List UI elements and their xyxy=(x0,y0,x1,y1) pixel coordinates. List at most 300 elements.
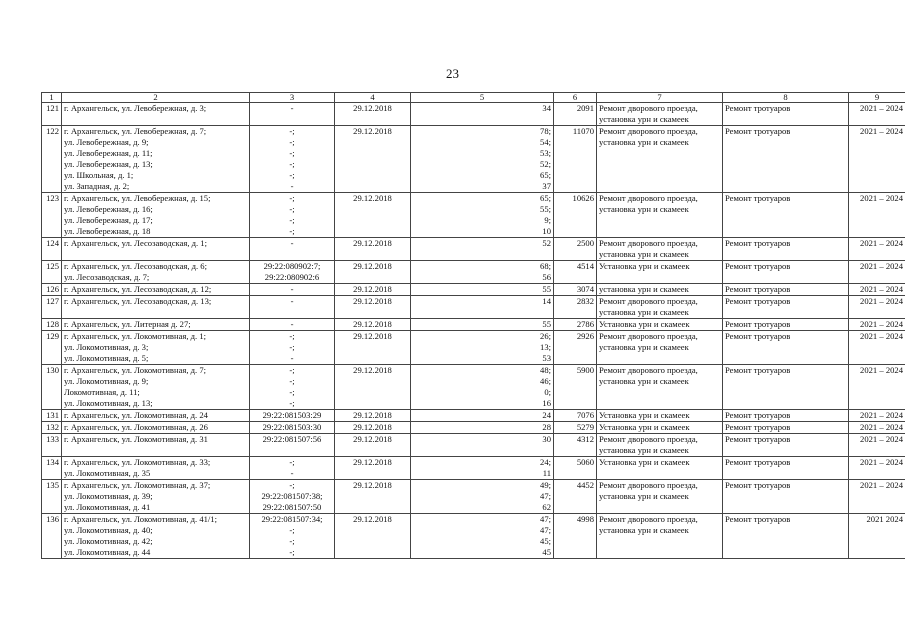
works-cell-line: Ремонт дворового проезда, xyxy=(599,365,698,375)
count-cell xyxy=(411,514,554,559)
period-cell: 2021 – 2024 xyxy=(849,410,905,422)
count-cell xyxy=(411,457,554,480)
count-cell-line: 53; xyxy=(540,148,551,158)
address-cell-line: г. Архангельск, ул. Левобережная, д. 7; xyxy=(64,126,207,136)
date-cell: 29.12.2018 xyxy=(335,480,411,514)
additional-works-cell: Ремонт тротуаров xyxy=(723,434,849,457)
area-cell: 5900 xyxy=(554,365,597,410)
cadastral-number-cell xyxy=(250,410,335,422)
works-cell-line: Ремонт дворового проезда, xyxy=(599,193,698,203)
address-cell-line: г. Архангельск, ул. Локомотивная, д. 7; xyxy=(64,365,207,375)
count-cell xyxy=(411,193,554,238)
works-cell-line: установка урн и скамеек xyxy=(599,204,689,214)
works-cell-line: установка урн и скамеек xyxy=(599,376,689,386)
period-cell: 2021 – 2024 xyxy=(849,480,905,514)
area-cell: 4514 xyxy=(554,261,597,284)
count-cell-line: 46; xyxy=(540,376,551,386)
address-cell-line: г. Архангельск, ул. Лесозаводская, д. 1; xyxy=(64,238,207,248)
address-cell xyxy=(62,410,250,422)
count-cell xyxy=(411,261,554,284)
table-row xyxy=(42,319,905,331)
cadastral-number-cell xyxy=(250,480,335,514)
additional-works-cell: Ремонт тротуаров xyxy=(723,331,849,365)
address-cell-line: ул. Западная, д. 2; xyxy=(64,181,130,191)
additional-works-cell: Ремонт тротуаров xyxy=(723,103,849,126)
cadastral-number-cell-line: -; xyxy=(289,387,295,397)
date-cell: 29.12.2018 xyxy=(335,434,411,457)
additional-works-cell: Ремонт тротуаров xyxy=(723,410,849,422)
table-row xyxy=(42,434,905,457)
count-cell-line: 49; xyxy=(540,480,551,490)
count-cell-line: 24; xyxy=(540,457,551,467)
cadastral-number-cell-line: 29:22:081503:30 xyxy=(262,422,322,432)
cadastral-number-cell-line: -; xyxy=(289,398,295,408)
works-cell xyxy=(597,331,723,365)
cadastral-number-cell xyxy=(250,103,335,126)
address-cell-line: ул. Левобережная, д. 9; xyxy=(64,137,149,147)
works-cell-line: Ремонт дворового проезда, xyxy=(599,296,698,306)
additional-works-cell: Ремонт тротуаров xyxy=(723,238,849,261)
count-cell xyxy=(411,284,554,296)
cadastral-number-cell-line: - xyxy=(290,103,294,113)
works-cell-line: установка урн и скамеек xyxy=(599,284,689,294)
cadastral-number-cell-line: - xyxy=(290,468,294,478)
cadastral-number-cell-line: 29:22:081507:50 xyxy=(262,502,322,512)
works-cell-line: установка урн и скамеек xyxy=(599,249,689,259)
cadastral-number-cell-line: - xyxy=(290,353,294,363)
period-cell: 2021 – 2024 xyxy=(849,331,905,365)
additional-works-cell: Ремонт тротуаров xyxy=(723,365,849,410)
row-number: 123 xyxy=(42,193,62,238)
count-cell-line: 14 xyxy=(542,296,551,306)
works-cell xyxy=(597,103,723,126)
works-cell xyxy=(597,457,723,480)
count-cell-line: 53 xyxy=(542,353,551,363)
address-cell-line: ул. Школьная, д. 1; xyxy=(64,170,134,180)
count-cell-line: 13; xyxy=(540,342,551,352)
address-cell-line: г. Архангельск, ул. Локомотивная, д. 37; xyxy=(64,480,211,490)
cadastral-number-cell xyxy=(250,296,335,319)
works-cell xyxy=(597,434,723,457)
works-cell-line: установка урн и скамеек xyxy=(599,342,689,352)
additional-works-cell: Ремонт тротуаров xyxy=(723,261,849,284)
page-number: 23 xyxy=(446,66,459,81)
works-cell-line: установка урн и скамеек xyxy=(599,307,689,317)
row-number: 127 xyxy=(42,296,62,319)
works-cell-line: установка урн и скамеек xyxy=(599,114,689,124)
cadastral-number-cell xyxy=(250,319,335,331)
address-cell-line: ул. Локомотивная, д. 40; xyxy=(64,525,153,535)
period-cell: 2021 – 2024 xyxy=(849,434,905,457)
area-cell: 10626 xyxy=(554,193,597,238)
row-number: 134 xyxy=(42,457,62,480)
address-cell-line: ул. Левобережная, д. 18 xyxy=(64,226,151,236)
address-cell xyxy=(62,331,250,365)
address-cell xyxy=(62,365,250,410)
address-cell xyxy=(62,514,250,559)
cadastral-number-cell xyxy=(250,434,335,457)
address-cell-line: г. Архангельск, ул. Лесозаводская, д. 13; xyxy=(64,296,212,306)
works-cell-line: Ремонт дворового проезда, xyxy=(599,103,698,113)
table-row xyxy=(42,410,905,422)
count-cell-line: 11 xyxy=(542,468,551,478)
header-row xyxy=(42,93,905,103)
count-cell-line: 9; xyxy=(544,215,551,225)
count-cell-line: 52 xyxy=(542,238,551,248)
column-header: 8 xyxy=(723,93,849,103)
count-cell xyxy=(411,238,554,261)
area-cell: 7076 xyxy=(554,410,597,422)
count-cell-line: 47; xyxy=(540,491,551,501)
cadastral-number-cell-line: - xyxy=(290,238,294,248)
works-cell xyxy=(597,296,723,319)
works-cell xyxy=(597,365,723,410)
column-header: 2 xyxy=(62,93,250,103)
date-cell: 29.12.2018 xyxy=(335,365,411,410)
count-cell-line: 0; xyxy=(544,387,551,397)
works-cell-line: Установка урн и скамеек xyxy=(599,319,690,329)
works-cell-line: Ремонт дворового проезда, xyxy=(599,434,698,444)
data-table xyxy=(41,92,905,559)
additional-works-cell: Ремонт тротуаров xyxy=(723,422,849,434)
additional-works-cell: Ремонт тротуаров xyxy=(723,193,849,238)
address-cell-line: ул. Локомотивная, д. 13; xyxy=(64,398,153,408)
area-cell: 11070 xyxy=(554,126,597,193)
period-cell: 2021 – 2024 xyxy=(849,457,905,480)
works-cell-line: установка урн и скамеек xyxy=(599,491,689,501)
address-cell xyxy=(62,261,250,284)
cadastral-number-cell-line: -; xyxy=(289,536,295,546)
count-cell-line: 24 xyxy=(542,410,551,420)
cadastral-number-cell-line: -; xyxy=(289,215,295,225)
area-cell: 3074 xyxy=(554,284,597,296)
period-cell: 2021 – 2024 xyxy=(849,238,905,261)
works-cell-line: Установка урн и скамеек xyxy=(599,261,690,271)
cadastral-number-cell-line: -; xyxy=(289,331,295,341)
table-row xyxy=(42,331,905,365)
table-row xyxy=(42,422,905,434)
count-cell-line: 34 xyxy=(542,103,551,113)
cadastral-number-cell-line: -; xyxy=(289,126,295,136)
address-cell-line: ул. Локомотивная, д. 41 xyxy=(64,502,151,512)
additional-works-cell: Ремонт тротуаров xyxy=(723,457,849,480)
count-cell xyxy=(411,434,554,457)
row-number: 126 xyxy=(42,284,62,296)
works-cell xyxy=(597,480,723,514)
count-cell-line: 45; xyxy=(540,536,551,546)
date-cell: 29.12.2018 xyxy=(335,284,411,296)
address-cell-line: г. Архангельск, ул. Лесозаводская, д. 12; xyxy=(64,284,212,294)
address-cell-line: ул. Левобережная, д. 13; xyxy=(64,159,153,169)
cadastral-number-cell-line: -; xyxy=(289,547,295,557)
area-cell: 2500 xyxy=(554,238,597,261)
count-cell-line: 47; xyxy=(540,514,551,524)
row-number: 131 xyxy=(42,410,62,422)
period-cell: 2021 – 2024 xyxy=(849,319,905,331)
address-cell-line: г. Архангельск, ул. Локомотивная, д. 41/1; xyxy=(64,514,217,524)
date-cell: 29.12.2018 xyxy=(335,238,411,261)
works-cell-line: Установка урн и скамеек xyxy=(599,422,690,432)
row-number: 124 xyxy=(42,238,62,261)
table-row xyxy=(42,261,905,284)
row-number: 132 xyxy=(42,422,62,434)
cadastral-number-cell-line: - xyxy=(290,319,294,329)
column-header: 9 xyxy=(849,93,905,103)
count-cell xyxy=(411,126,554,193)
cadastral-number-cell-line: -; xyxy=(289,170,295,180)
address-cell-line: г. Архангельск, ул. Лесозаводская, д. 6; xyxy=(64,261,207,271)
table-row xyxy=(42,238,905,261)
date-cell: 29.12.2018 xyxy=(335,514,411,559)
cadastral-number-cell xyxy=(250,193,335,238)
works-cell-line: Ремонт дворового проезда, xyxy=(599,514,698,524)
period-cell: 2021 – 2024 xyxy=(849,126,905,193)
column-header: 3 xyxy=(250,93,335,103)
address-cell xyxy=(62,103,250,126)
count-cell-line: 55; xyxy=(540,204,551,214)
cadastral-number-cell-line: -; xyxy=(289,204,295,214)
table-row xyxy=(42,193,905,238)
cadastral-number-cell-line: 29:22:081503:29 xyxy=(262,410,322,420)
count-cell-line: 55 xyxy=(542,319,551,329)
works-cell xyxy=(597,238,723,261)
cadastral-number-cell-line: -; xyxy=(289,525,295,535)
works-cell-line: Ремонт дворового проезда, xyxy=(599,331,698,341)
works-cell-line: Ремонт дворового проезда, xyxy=(599,126,698,136)
count-cell-line: 48; xyxy=(540,365,551,375)
column-header: 4 xyxy=(335,93,411,103)
count-cell-line: 26; xyxy=(540,331,551,341)
works-cell xyxy=(597,284,723,296)
address-cell-line: ул. Локомотивная, д. 35 xyxy=(64,468,151,478)
address-cell-line: ул. Локомотивная, д. 5; xyxy=(64,353,149,363)
area-cell: 4312 xyxy=(554,434,597,457)
period-cell: 2021 – 2024 xyxy=(849,193,905,238)
cadastral-number-cell-line: -; xyxy=(289,376,295,386)
address-cell xyxy=(62,434,250,457)
additional-works-cell: Ремонт тротуаров xyxy=(723,296,849,319)
count-cell xyxy=(411,103,554,126)
works-cell-line: установка урн и скамеек xyxy=(599,525,689,535)
address-cell-line: ул. Локомотивная, д. 44 xyxy=(64,547,151,557)
date-cell: 29.12.2018 xyxy=(335,319,411,331)
cadastral-number-cell xyxy=(250,126,335,193)
table-row xyxy=(42,284,905,296)
address-cell xyxy=(62,422,250,434)
cadastral-number-cell xyxy=(250,365,335,410)
address-cell-line: ул. Локомотивная, д. 39; xyxy=(64,491,153,501)
period-cell: 2021 – 2024 xyxy=(849,103,905,126)
cadastral-number-cell-line: -; xyxy=(289,365,295,375)
additional-works-cell: Ремонт тротуаров xyxy=(723,319,849,331)
cadastral-number-cell-line: 29:22:080902:6 xyxy=(264,272,320,282)
works-cell-line: установка урн и скамеек xyxy=(599,445,689,455)
period-cell: 2021 – 2024 xyxy=(849,284,905,296)
count-cell-line: 28 xyxy=(542,422,551,432)
address-cell xyxy=(62,126,250,193)
table-row xyxy=(42,514,905,559)
additional-works-cell: Ремонт тротуаров xyxy=(723,284,849,296)
table-row xyxy=(42,296,905,319)
count-cell-line: 68; xyxy=(540,261,551,271)
cadastral-number-cell xyxy=(250,238,335,261)
count-cell-line: 52; xyxy=(540,159,551,169)
address-cell-line: г. Архангельск, ул. Литерная д. 27; xyxy=(64,319,191,329)
area-cell: 5060 xyxy=(554,457,597,480)
address-cell xyxy=(62,296,250,319)
count-cell-line: 37 xyxy=(542,181,551,191)
period-cell: 2021 – 2024 xyxy=(849,261,905,284)
cadastral-number-cell xyxy=(250,331,335,365)
address-cell xyxy=(62,193,250,238)
date-cell: 29.12.2018 xyxy=(335,126,411,193)
works-cell-line: установка урн и скамеек xyxy=(599,137,689,147)
cadastral-number-cell-line: -; xyxy=(289,193,295,203)
count-cell-line: 54; xyxy=(540,137,551,147)
table-body xyxy=(42,103,905,559)
date-cell: 29.12.2018 xyxy=(335,422,411,434)
cadastral-number-cell-line: -; xyxy=(289,342,295,352)
row-number: 121 xyxy=(42,103,62,126)
cadastral-number-cell-line: -; xyxy=(289,148,295,158)
count-cell-line: 65; xyxy=(540,170,551,180)
works-cell xyxy=(597,126,723,193)
period-cell: 2021 – 2024 xyxy=(849,296,905,319)
row-number: 135 xyxy=(42,480,62,514)
area-cell: 2091 xyxy=(554,103,597,126)
count-cell-line: 45 xyxy=(542,547,551,557)
area-cell: 2926 xyxy=(554,331,597,365)
row-number: 130 xyxy=(42,365,62,410)
count-cell-line: 47; xyxy=(540,525,551,535)
date-cell: 29.12.2018 xyxy=(335,261,411,284)
works-cell xyxy=(597,261,723,284)
address-cell-line: г. Архангельск, ул. Левобережная, д. 3; xyxy=(64,103,207,113)
area-cell: 2786 xyxy=(554,319,597,331)
cadastral-number-cell-line: 29:22:081507:56 xyxy=(262,434,322,444)
address-cell xyxy=(62,284,250,296)
additional-works-cell: Ремонт тротуаров xyxy=(723,480,849,514)
count-cell xyxy=(411,480,554,514)
date-cell: 29.12.2018 xyxy=(335,410,411,422)
row-number: 128 xyxy=(42,319,62,331)
date-cell: 29.12.2018 xyxy=(335,193,411,238)
address-cell-line: ул. Локомотивная, д. 9; xyxy=(64,376,149,386)
works-cell xyxy=(597,193,723,238)
cadastral-number-cell-line: - xyxy=(290,181,294,191)
row-number: 122 xyxy=(42,126,62,193)
works-cell xyxy=(597,422,723,434)
date-cell: 29.12.2018 xyxy=(335,331,411,365)
period-cell: 2021 – 2024 xyxy=(849,365,905,410)
cadastral-number-cell-line: -; xyxy=(289,480,295,490)
works-cell-line: Ремонт дворового проезда, xyxy=(599,480,698,490)
count-cell-line: 16 xyxy=(542,398,551,408)
count-cell-line: 56 xyxy=(542,272,551,282)
area-cell: 5279 xyxy=(554,422,597,434)
address-cell xyxy=(62,457,250,480)
cadastral-number-cell-line: - xyxy=(290,296,294,306)
address-cell-line: г. Архангельск, ул. Локомотивная, д. 1; xyxy=(64,331,207,341)
address-cell-line: ул. Локомотивная, д. 3; xyxy=(64,342,149,352)
column-header: 7 xyxy=(597,93,723,103)
cadastral-number-cell-line: 29:22:081507:38; xyxy=(261,491,323,501)
area-cell: 4998 xyxy=(554,514,597,559)
count-cell-line: 10 xyxy=(542,226,551,236)
works-cell xyxy=(597,410,723,422)
count-cell-line: 55 xyxy=(542,284,551,294)
address-cell-line: ул. Левобережная, д. 17; xyxy=(64,215,153,225)
date-cell: 29.12.2018 xyxy=(335,457,411,480)
cadastral-number-cell xyxy=(250,514,335,559)
area-cell: 4452 xyxy=(554,480,597,514)
count-cell xyxy=(411,319,554,331)
cadastral-number-cell-line: 29:22:080902:7; xyxy=(263,261,321,271)
cadastral-number-cell-line: -; xyxy=(289,457,295,467)
table-row xyxy=(42,480,905,514)
cadastral-number-cell xyxy=(250,284,335,296)
additional-works-cell: Ремонт тротуаров xyxy=(723,514,849,559)
address-cell-line: г. Архангельск, ул. Левобережная, д. 15; xyxy=(64,193,211,203)
table-row xyxy=(42,103,905,126)
count-cell-line: 65; xyxy=(540,193,551,203)
row-number: 125 xyxy=(42,261,62,284)
address-cell xyxy=(62,480,250,514)
cadastral-number-cell-line: 29:22:081507:34; xyxy=(261,514,323,524)
cadastral-number-cell xyxy=(250,457,335,480)
address-cell xyxy=(62,319,250,331)
period-cell: 2021 2024 xyxy=(849,514,905,559)
count-cell xyxy=(411,296,554,319)
row-number: 136 xyxy=(42,514,62,559)
cadastral-number-cell-line: - xyxy=(290,284,294,294)
works-cell xyxy=(597,319,723,331)
count-cell-line: 78; xyxy=(540,126,551,136)
column-header: 1 xyxy=(42,93,62,103)
address-cell-line: г. Архангельск, ул. Локомотивная, д. 31 xyxy=(64,434,208,444)
period-cell: 2021 – 2024 xyxy=(849,422,905,434)
works-cell-line: Установка урн и скамеек xyxy=(599,410,690,420)
works-cell-line: Установка урн и скамеек xyxy=(599,457,690,467)
address-cell-line: г. Архангельск, ул. Локомотивная, д. 24 xyxy=(64,410,208,420)
cadastral-number-cell xyxy=(250,261,335,284)
table-row xyxy=(42,126,905,193)
count-cell xyxy=(411,422,554,434)
address-cell-line: г. Архангельск, ул. Локомотивная, д. 33; xyxy=(64,457,211,467)
column-header: 5 xyxy=(411,93,554,103)
works-cell xyxy=(597,514,723,559)
address-cell-line: г. Архангельск, ул. Локомотивная, д. 26 xyxy=(64,422,208,432)
count-cell xyxy=(411,410,554,422)
cadastral-number-cell xyxy=(250,422,335,434)
address-cell-line: ул. Локомотивная, д. 42; xyxy=(64,536,153,546)
address-cell-line: ул. Левобережная, д. 11; xyxy=(64,148,153,158)
date-cell: 29.12.2018 xyxy=(335,296,411,319)
row-number: 133 xyxy=(42,434,62,457)
address-cell xyxy=(62,238,250,261)
count-cell-line: 62 xyxy=(542,502,551,512)
row-number: 129 xyxy=(42,331,62,365)
works-cell-line: Ремонт дворового проезда, xyxy=(599,238,698,248)
cadastral-number-cell-line: -; xyxy=(289,137,295,147)
count-cell xyxy=(411,365,554,410)
count-cell-line: 30 xyxy=(542,434,551,444)
address-cell-line: ул. Левобережная, д. 16; xyxy=(64,204,153,214)
address-cell-line: ул. Лесозаводская, д. 7; xyxy=(64,272,150,282)
area-cell: 2832 xyxy=(554,296,597,319)
column-header: 6 xyxy=(554,93,597,103)
table-row xyxy=(42,365,905,410)
